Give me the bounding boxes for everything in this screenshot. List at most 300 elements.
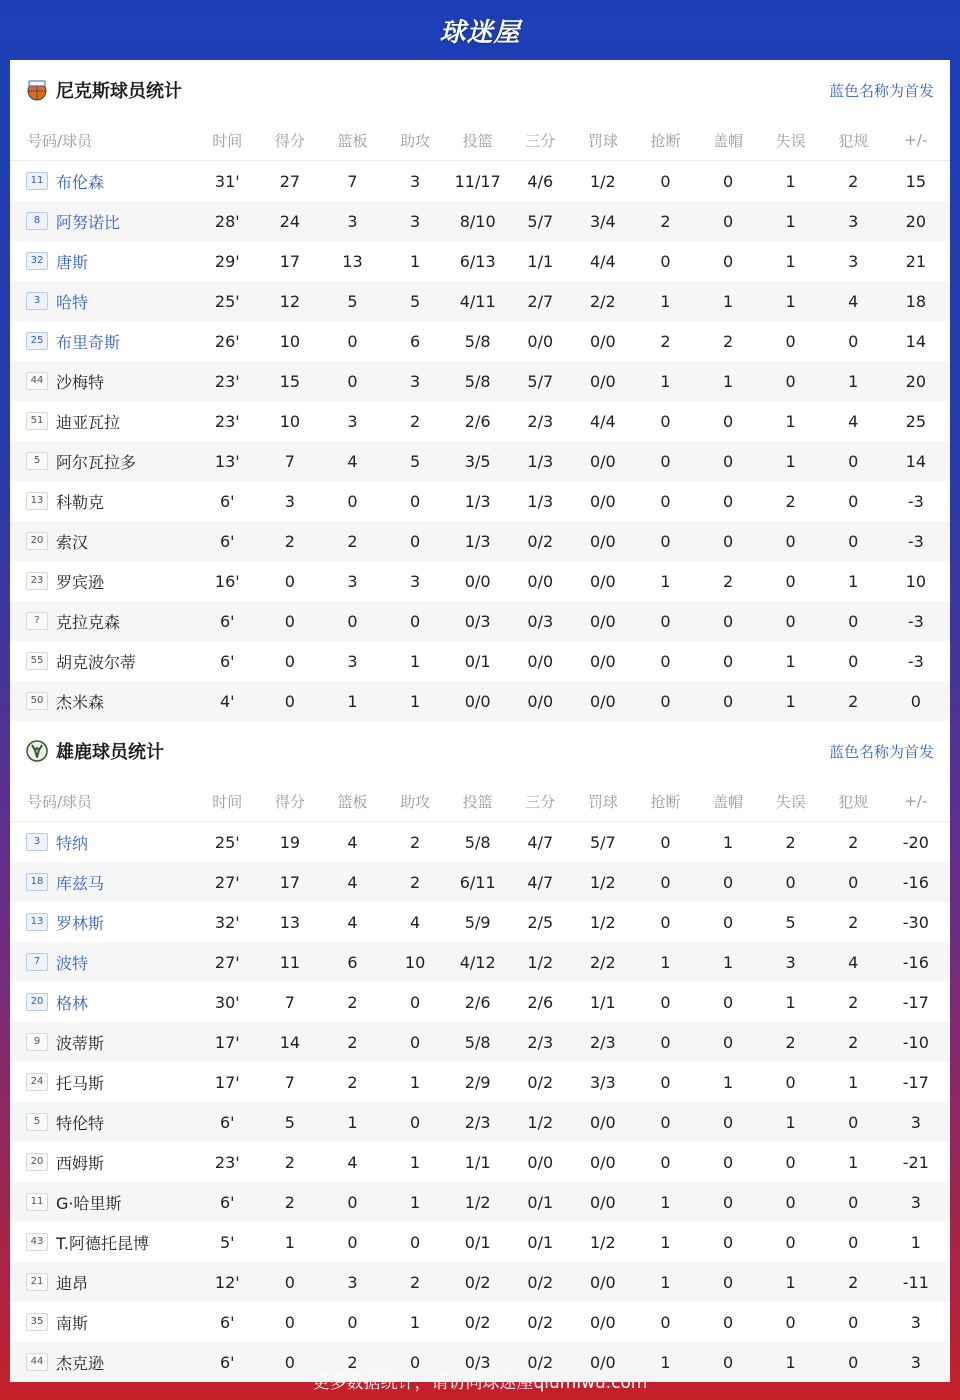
stat-cell: 0/2 bbox=[527, 1352, 554, 1372]
stat-cell: 0 bbox=[848, 611, 859, 631]
stat-cell: 0/3 bbox=[464, 611, 491, 631]
column-header: +/- bbox=[904, 792, 928, 810]
stat-cell: 0 bbox=[722, 611, 734, 631]
stat-cell: 6' bbox=[220, 1312, 235, 1332]
stat-cell: 23' bbox=[214, 411, 240, 431]
stat-cell: 16' bbox=[214, 571, 240, 591]
stat-cell: 2/6 bbox=[464, 992, 491, 1012]
column-header: 盖帽 bbox=[713, 792, 744, 811]
stat-cell: 5/7 bbox=[589, 832, 616, 852]
stat-cell: 2 bbox=[785, 1032, 796, 1052]
stat-cell: 0 bbox=[848, 1112, 859, 1132]
stat-cell: 0/0 bbox=[589, 1192, 616, 1212]
stat-cell: -11 bbox=[902, 1272, 929, 1292]
player-cell bbox=[10, 610, 196, 633]
stat-cell: 3 bbox=[409, 211, 421, 231]
stat-cell: 1 bbox=[848, 571, 859, 591]
player-cell bbox=[10, 650, 196, 673]
stat-cell: 4/7 bbox=[527, 832, 554, 852]
stat-cell: 2 bbox=[848, 992, 859, 1012]
jersey-number-badge: 25 bbox=[26, 332, 48, 350]
stat-cell: 1 bbox=[722, 291, 734, 311]
stat-cell: 14 bbox=[279, 1032, 301, 1052]
stat-cell: 24 bbox=[279, 211, 301, 231]
stat-cell: 4 bbox=[848, 952, 859, 972]
stat-cell: 1 bbox=[284, 1232, 295, 1252]
stat-cell: 0 bbox=[785, 1192, 796, 1212]
player-row bbox=[10, 982, 950, 1022]
player-row bbox=[10, 681, 950, 721]
column-header: 罚球 bbox=[587, 792, 618, 811]
stat-cell: 0 bbox=[660, 1312, 671, 1332]
player-cell bbox=[10, 1311, 196, 1334]
stat-cell: 3 bbox=[910, 1312, 921, 1332]
stat-cell: 3/3 bbox=[589, 1072, 616, 1092]
stat-cell: 17 bbox=[279, 251, 301, 271]
stat-cell: 0 bbox=[722, 531, 734, 551]
stat-cell: 3/4 bbox=[589, 211, 616, 231]
player-row bbox=[10, 862, 950, 902]
stat-cell: 0 bbox=[409, 491, 421, 511]
stat-cell: 0/0 bbox=[589, 1352, 616, 1372]
stat-cell: 2 bbox=[848, 1272, 859, 1292]
stat-cell: 0 bbox=[785, 1312, 796, 1332]
stat-cell: 11 bbox=[279, 952, 301, 972]
jersey-number-badge: 18 bbox=[26, 873, 48, 891]
stat-cell: 1 bbox=[347, 1112, 358, 1132]
stat-cell: 7 bbox=[284, 451, 295, 471]
stat-cell: 0/1 bbox=[527, 1232, 554, 1252]
stat-cell: 1 bbox=[660, 371, 671, 391]
top-header bbox=[0, 0, 960, 60]
player-row bbox=[10, 1182, 950, 1222]
player-name: 迪亚瓦拉 bbox=[56, 412, 121, 432]
column-header: 失误 bbox=[775, 131, 806, 150]
stat-cell: 4 bbox=[848, 291, 859, 311]
stat-cell: 0 bbox=[722, 872, 734, 892]
stat-cell: 20 bbox=[905, 211, 926, 231]
stat-cell: 0/0 bbox=[589, 1152, 616, 1172]
stat-cell: 0 bbox=[785, 611, 796, 631]
stat-cell: 2 bbox=[409, 832, 421, 852]
stat-cell: 0 bbox=[722, 411, 734, 431]
stat-cell: 0/3 bbox=[464, 1352, 491, 1372]
player-cell bbox=[10, 1071, 196, 1094]
stat-cell: 0 bbox=[785, 571, 796, 591]
player-cell bbox=[10, 250, 196, 273]
stat-cell: 1 bbox=[785, 251, 796, 271]
stat-cell: 1/2 bbox=[527, 1112, 554, 1132]
starter-legend: 蓝色名称为首发 bbox=[828, 742, 934, 761]
jersey-number-badge: 8 bbox=[26, 212, 48, 230]
stat-cell: 6 bbox=[347, 952, 358, 972]
stat-cell: 2 bbox=[284, 1152, 295, 1172]
column-header: +/- bbox=[904, 131, 928, 149]
stat-cell: 18 bbox=[905, 291, 926, 311]
stat-cell: 1/3 bbox=[527, 491, 554, 511]
column-header: 篮板 bbox=[337, 792, 368, 811]
stat-cell: 0 bbox=[722, 251, 734, 271]
team-section-1 bbox=[10, 721, 950, 1382]
player-name: 罗宾逊 bbox=[56, 572, 105, 592]
stat-cell: 0 bbox=[660, 171, 671, 191]
stat-cell: 0/0 bbox=[527, 651, 554, 671]
stat-cell: 32' bbox=[214, 912, 240, 932]
column-header: 篮板 bbox=[337, 131, 368, 150]
column-header: 号码/球员 bbox=[27, 131, 93, 150]
player-row bbox=[10, 201, 950, 241]
stat-cell: 4/6 bbox=[527, 171, 554, 191]
player-cell bbox=[10, 991, 196, 1014]
stat-cell: 0 bbox=[722, 1152, 734, 1172]
stat-cell: 3 bbox=[910, 1112, 921, 1132]
player-row bbox=[10, 481, 950, 521]
jersey-number-badge: 55 bbox=[26, 652, 48, 670]
stat-cell: 5/8 bbox=[464, 371, 491, 391]
stat-cell: 0 bbox=[722, 992, 734, 1012]
stat-cell: 0 bbox=[284, 691, 295, 711]
column-header-row bbox=[10, 120, 950, 161]
stat-cell: -10 bbox=[902, 1032, 929, 1052]
stat-cell: 1 bbox=[785, 291, 796, 311]
stat-cell: 1 bbox=[785, 1112, 796, 1132]
starter-legend: 蓝色名称为首发 bbox=[828, 81, 934, 100]
stat-cell: 3 bbox=[409, 171, 421, 191]
stat-cell: 0 bbox=[409, 611, 421, 631]
stat-cell: 1/2 bbox=[464, 1192, 491, 1212]
brand-logo: 球迷屋 bbox=[439, 17, 521, 48]
stat-cell: 26' bbox=[214, 331, 240, 351]
stat-cell: 0/3 bbox=[527, 611, 554, 631]
stat-cell: 0 bbox=[660, 611, 671, 631]
stat-cell: 0 bbox=[848, 872, 859, 892]
stat-cell: 0 bbox=[284, 611, 295, 631]
jersey-number-badge: 35 bbox=[26, 1313, 48, 1331]
player-row bbox=[10, 281, 950, 321]
stat-cell: 0/0 bbox=[589, 1112, 616, 1132]
stat-cell: 0/0 bbox=[589, 371, 616, 391]
stat-cell: 0/2 bbox=[464, 1272, 491, 1292]
column-header: 犯规 bbox=[838, 131, 869, 150]
player-row bbox=[10, 902, 950, 942]
player-cell bbox=[10, 570, 196, 593]
stat-cell: 1 bbox=[409, 651, 421, 671]
player-cell bbox=[10, 911, 196, 934]
stat-cell: 0 bbox=[848, 451, 859, 471]
player-name: 迪昂 bbox=[56, 1273, 89, 1293]
stat-cell: 2/2 bbox=[589, 291, 616, 311]
stat-cell: 0 bbox=[848, 1352, 859, 1372]
player-row bbox=[10, 241, 950, 281]
stat-cell: 2/5 bbox=[527, 912, 554, 932]
stat-cell: 1 bbox=[409, 691, 421, 711]
stat-cell: 0 bbox=[722, 491, 734, 511]
column-header: 抢断 bbox=[650, 792, 681, 811]
jersey-number-badge: 20 bbox=[26, 1153, 48, 1171]
stat-cell: 0 bbox=[848, 491, 859, 511]
player-name: 索汉 bbox=[56, 532, 89, 552]
stat-cell: 0 bbox=[660, 451, 671, 471]
stat-cell: 1/1 bbox=[589, 992, 616, 1012]
stat-cell: 3 bbox=[848, 211, 859, 231]
stat-cell: 1 bbox=[785, 651, 796, 671]
player-cell bbox=[10, 370, 196, 393]
stat-cell: 0 bbox=[347, 331, 358, 351]
player-cell bbox=[10, 490, 196, 513]
stat-cell: 4 bbox=[848, 411, 859, 431]
team-header bbox=[10, 60, 950, 120]
stat-cell: 0/2 bbox=[527, 1272, 554, 1292]
stat-cell: 2 bbox=[848, 912, 859, 932]
stat-cell: 3 bbox=[409, 371, 421, 391]
player-cell bbox=[10, 831, 196, 854]
starter-player-name: 特纳 bbox=[56, 833, 89, 853]
jersey-number-badge: 51 bbox=[26, 412, 48, 430]
player-row bbox=[10, 401, 950, 441]
stat-cell: 25 bbox=[905, 411, 926, 431]
stat-cell: 0 bbox=[409, 531, 421, 551]
stat-cell: 0 bbox=[722, 1352, 734, 1372]
stat-cell: 3 bbox=[910, 1352, 921, 1372]
stat-cell: 0 bbox=[785, 1072, 796, 1092]
player-cell bbox=[10, 530, 196, 553]
stat-cell: 2 bbox=[409, 411, 421, 431]
stat-cell: 1/2 bbox=[527, 952, 554, 972]
stat-cell: 0/0 bbox=[527, 691, 554, 711]
stat-cell: 1 bbox=[409, 1152, 421, 1172]
stat-cell: 0/0 bbox=[589, 691, 616, 711]
stat-cell: 0 bbox=[848, 531, 859, 551]
player-cell bbox=[10, 1191, 196, 1214]
stat-cell: 0 bbox=[409, 1032, 421, 1052]
jersey-number-badge: 5 bbox=[26, 1113, 48, 1131]
stat-cell: 1 bbox=[785, 411, 796, 431]
stat-cell: 0/0 bbox=[589, 531, 616, 551]
stat-cell: 1/3 bbox=[464, 491, 491, 511]
stat-cell: 1 bbox=[409, 1072, 421, 1092]
stat-cell: 2 bbox=[347, 531, 358, 551]
stat-cell: 3 bbox=[848, 251, 859, 271]
stat-cell: 13' bbox=[214, 451, 240, 471]
stat-cell: -16 bbox=[902, 952, 929, 972]
player-cell bbox=[10, 951, 196, 974]
jersey-number-badge: 5 bbox=[26, 452, 48, 470]
jersey-number-badge: 11 bbox=[26, 1193, 48, 1211]
stat-cell: 13 bbox=[279, 912, 301, 932]
stat-cell: 27 bbox=[279, 171, 301, 191]
stat-cell: 2/9 bbox=[464, 1072, 491, 1092]
player-cell bbox=[10, 1231, 196, 1254]
jersey-number-badge: 44 bbox=[26, 372, 48, 390]
stat-cell: 0/2 bbox=[527, 531, 554, 551]
player-row bbox=[10, 1222, 950, 1262]
player-cell bbox=[10, 410, 196, 433]
stat-cell: 6' bbox=[220, 531, 235, 551]
stat-cell: 1/2 bbox=[589, 1232, 616, 1252]
stat-cell: 3 bbox=[347, 211, 358, 231]
stat-cell: -16 bbox=[902, 872, 929, 892]
stat-cell: 3 bbox=[910, 1192, 921, 1212]
stat-cell: 7 bbox=[284, 992, 295, 1012]
stat-cell: 0/0 bbox=[589, 571, 616, 591]
player-name: 特伦特 bbox=[56, 1113, 105, 1133]
footer bbox=[0, 1360, 960, 1400]
stat-cell: 2 bbox=[347, 992, 358, 1012]
stat-cell: 1 bbox=[785, 451, 796, 471]
jersey-number-badge: 7 bbox=[26, 953, 48, 971]
player-name: G·哈里斯 bbox=[56, 1193, 122, 1213]
stat-cell: 0/0 bbox=[464, 691, 491, 711]
player-row bbox=[10, 942, 950, 982]
column-header: 投篮 bbox=[462, 131, 493, 150]
stat-cell: 0 bbox=[660, 491, 671, 511]
stat-cell: 0 bbox=[722, 1112, 734, 1132]
stat-cell: 0 bbox=[409, 1232, 421, 1252]
column-header-row bbox=[10, 781, 950, 822]
stat-cell: 3 bbox=[785, 952, 796, 972]
column-header: 投篮 bbox=[462, 792, 493, 811]
stat-cell: 0 bbox=[347, 491, 358, 511]
stat-cell: 5 bbox=[409, 291, 421, 311]
stat-cell: 0 bbox=[848, 331, 859, 351]
stat-cell: 5/9 bbox=[464, 912, 491, 932]
stat-cell: 1 bbox=[409, 1192, 421, 1212]
stat-cell: 0 bbox=[660, 1072, 671, 1092]
player-row bbox=[10, 1142, 950, 1182]
jersey-number-badge: 23 bbox=[26, 572, 48, 590]
jersey-number-badge: 20 bbox=[26, 532, 48, 550]
stat-cell: 3 bbox=[347, 411, 358, 431]
starter-player-name: 唐斯 bbox=[56, 252, 89, 272]
stat-cell: -20 bbox=[902, 832, 929, 852]
stat-cell: 0 bbox=[660, 992, 671, 1012]
team-title-wrap bbox=[26, 77, 182, 103]
stat-cell: 6' bbox=[220, 651, 235, 671]
column-header: 抢断 bbox=[650, 131, 681, 150]
stat-cell: 0 bbox=[722, 691, 734, 711]
stat-cell: 1 bbox=[785, 992, 796, 1012]
stat-cell: 0/0 bbox=[589, 611, 616, 631]
stat-cell: 2 bbox=[284, 1192, 295, 1212]
player-row bbox=[10, 1102, 950, 1142]
stat-cell: 1 bbox=[409, 1312, 421, 1332]
stat-cell: 1 bbox=[722, 371, 734, 391]
stat-cell: 2 bbox=[660, 211, 671, 231]
stat-cell: 1 bbox=[660, 1232, 671, 1252]
stat-cell: 0/2 bbox=[527, 1072, 554, 1092]
starter-player-name: 布伦森 bbox=[56, 172, 105, 192]
column-header: 时间 bbox=[212, 792, 243, 811]
stat-cell: -17 bbox=[902, 992, 929, 1012]
jersey-number-badge: ? bbox=[26, 612, 48, 630]
stat-cell: 1 bbox=[785, 1272, 796, 1292]
stat-cell: 4 bbox=[347, 1152, 358, 1172]
stat-cell: 2/6 bbox=[464, 411, 491, 431]
stat-cell: 1 bbox=[785, 211, 796, 231]
stat-cell: 0 bbox=[722, 912, 734, 932]
player-cell bbox=[10, 1111, 196, 1134]
starter-player-name: 布里奇斯 bbox=[56, 332, 121, 352]
stat-cell: 0/0 bbox=[527, 331, 554, 351]
stat-cell: 0 bbox=[284, 1312, 295, 1332]
stat-cell: 2 bbox=[347, 1352, 358, 1372]
column-header: 盖帽 bbox=[713, 131, 744, 150]
stat-cell: 12' bbox=[214, 1272, 240, 1292]
player-row bbox=[10, 601, 950, 641]
stat-cell: 4/12 bbox=[459, 952, 496, 972]
player-name: 杰克逊 bbox=[56, 1353, 105, 1373]
jersey-number-badge: 13 bbox=[26, 492, 48, 510]
stat-cell: 0 bbox=[284, 1352, 295, 1372]
stat-cell: 0 bbox=[722, 1192, 734, 1212]
stat-cell: 1 bbox=[785, 691, 796, 711]
stat-cell: 14 bbox=[905, 451, 926, 471]
stat-cell: 0 bbox=[722, 451, 734, 471]
stat-cell: 1/1 bbox=[527, 251, 554, 271]
starter-player-name: 罗林斯 bbox=[56, 913, 105, 933]
stat-cell: 27' bbox=[214, 952, 240, 972]
stat-cell: 0/1 bbox=[464, 651, 491, 671]
stat-cell: 2 bbox=[848, 691, 859, 711]
stat-cell: 4 bbox=[347, 872, 358, 892]
stat-cell: 0/0 bbox=[527, 571, 554, 591]
stat-cell: 0 bbox=[785, 1152, 796, 1172]
stat-cell: 2 bbox=[347, 1072, 358, 1092]
player-row bbox=[10, 561, 950, 601]
stat-cell: 5/8 bbox=[464, 331, 491, 351]
stat-cell: 15 bbox=[905, 171, 926, 191]
stat-cell: 0 bbox=[347, 1232, 358, 1252]
player-row bbox=[10, 1262, 950, 1302]
stat-cell: 0 bbox=[660, 1152, 671, 1172]
player-name: 克拉克森 bbox=[56, 612, 121, 632]
column-header: 三分 bbox=[525, 792, 556, 811]
jersey-number-badge: 43 bbox=[26, 1233, 48, 1251]
stat-cell: 1/2 bbox=[589, 912, 616, 932]
knicks-logo-icon bbox=[26, 79, 48, 101]
stat-cell: 0 bbox=[848, 1232, 859, 1252]
column-header: 号码/球员 bbox=[27, 792, 93, 811]
stat-cell: 2/3 bbox=[589, 1032, 616, 1052]
stat-cell: 2 bbox=[848, 171, 859, 191]
column-header: 助攻 bbox=[400, 131, 431, 150]
player-name: T.阿德托昆博 bbox=[56, 1233, 149, 1253]
stat-cell: 0 bbox=[785, 331, 796, 351]
stat-cell: 5/8 bbox=[464, 1032, 491, 1052]
stat-cell: 0/0 bbox=[589, 491, 616, 511]
stats-panel bbox=[10, 60, 950, 1373]
player-name: 南斯 bbox=[56, 1313, 89, 1333]
stat-cell: 0/0 bbox=[589, 651, 616, 671]
stat-cell: 1 bbox=[910, 1232, 921, 1252]
stat-cell: 2/6 bbox=[527, 992, 554, 1012]
stat-cell: 29' bbox=[214, 251, 240, 271]
stat-cell: 2 bbox=[284, 531, 295, 551]
stat-cell: 0 bbox=[785, 531, 796, 551]
column-header: 罚球 bbox=[587, 131, 618, 150]
jersey-number-badge: 11 bbox=[26, 172, 48, 190]
starter-player-name: 格林 bbox=[56, 993, 89, 1013]
player-row bbox=[10, 1302, 950, 1342]
stat-cell: 10 bbox=[279, 331, 301, 351]
stat-cell: 0/2 bbox=[464, 1312, 491, 1332]
stat-cell: 0 bbox=[722, 1232, 734, 1252]
stat-cell: 1/1 bbox=[464, 1152, 491, 1172]
stat-cell: 0 bbox=[660, 531, 671, 551]
stat-cell: 1 bbox=[660, 571, 671, 591]
jersey-number-badge: 9 bbox=[26, 1033, 48, 1051]
column-header: 助攻 bbox=[400, 792, 431, 811]
